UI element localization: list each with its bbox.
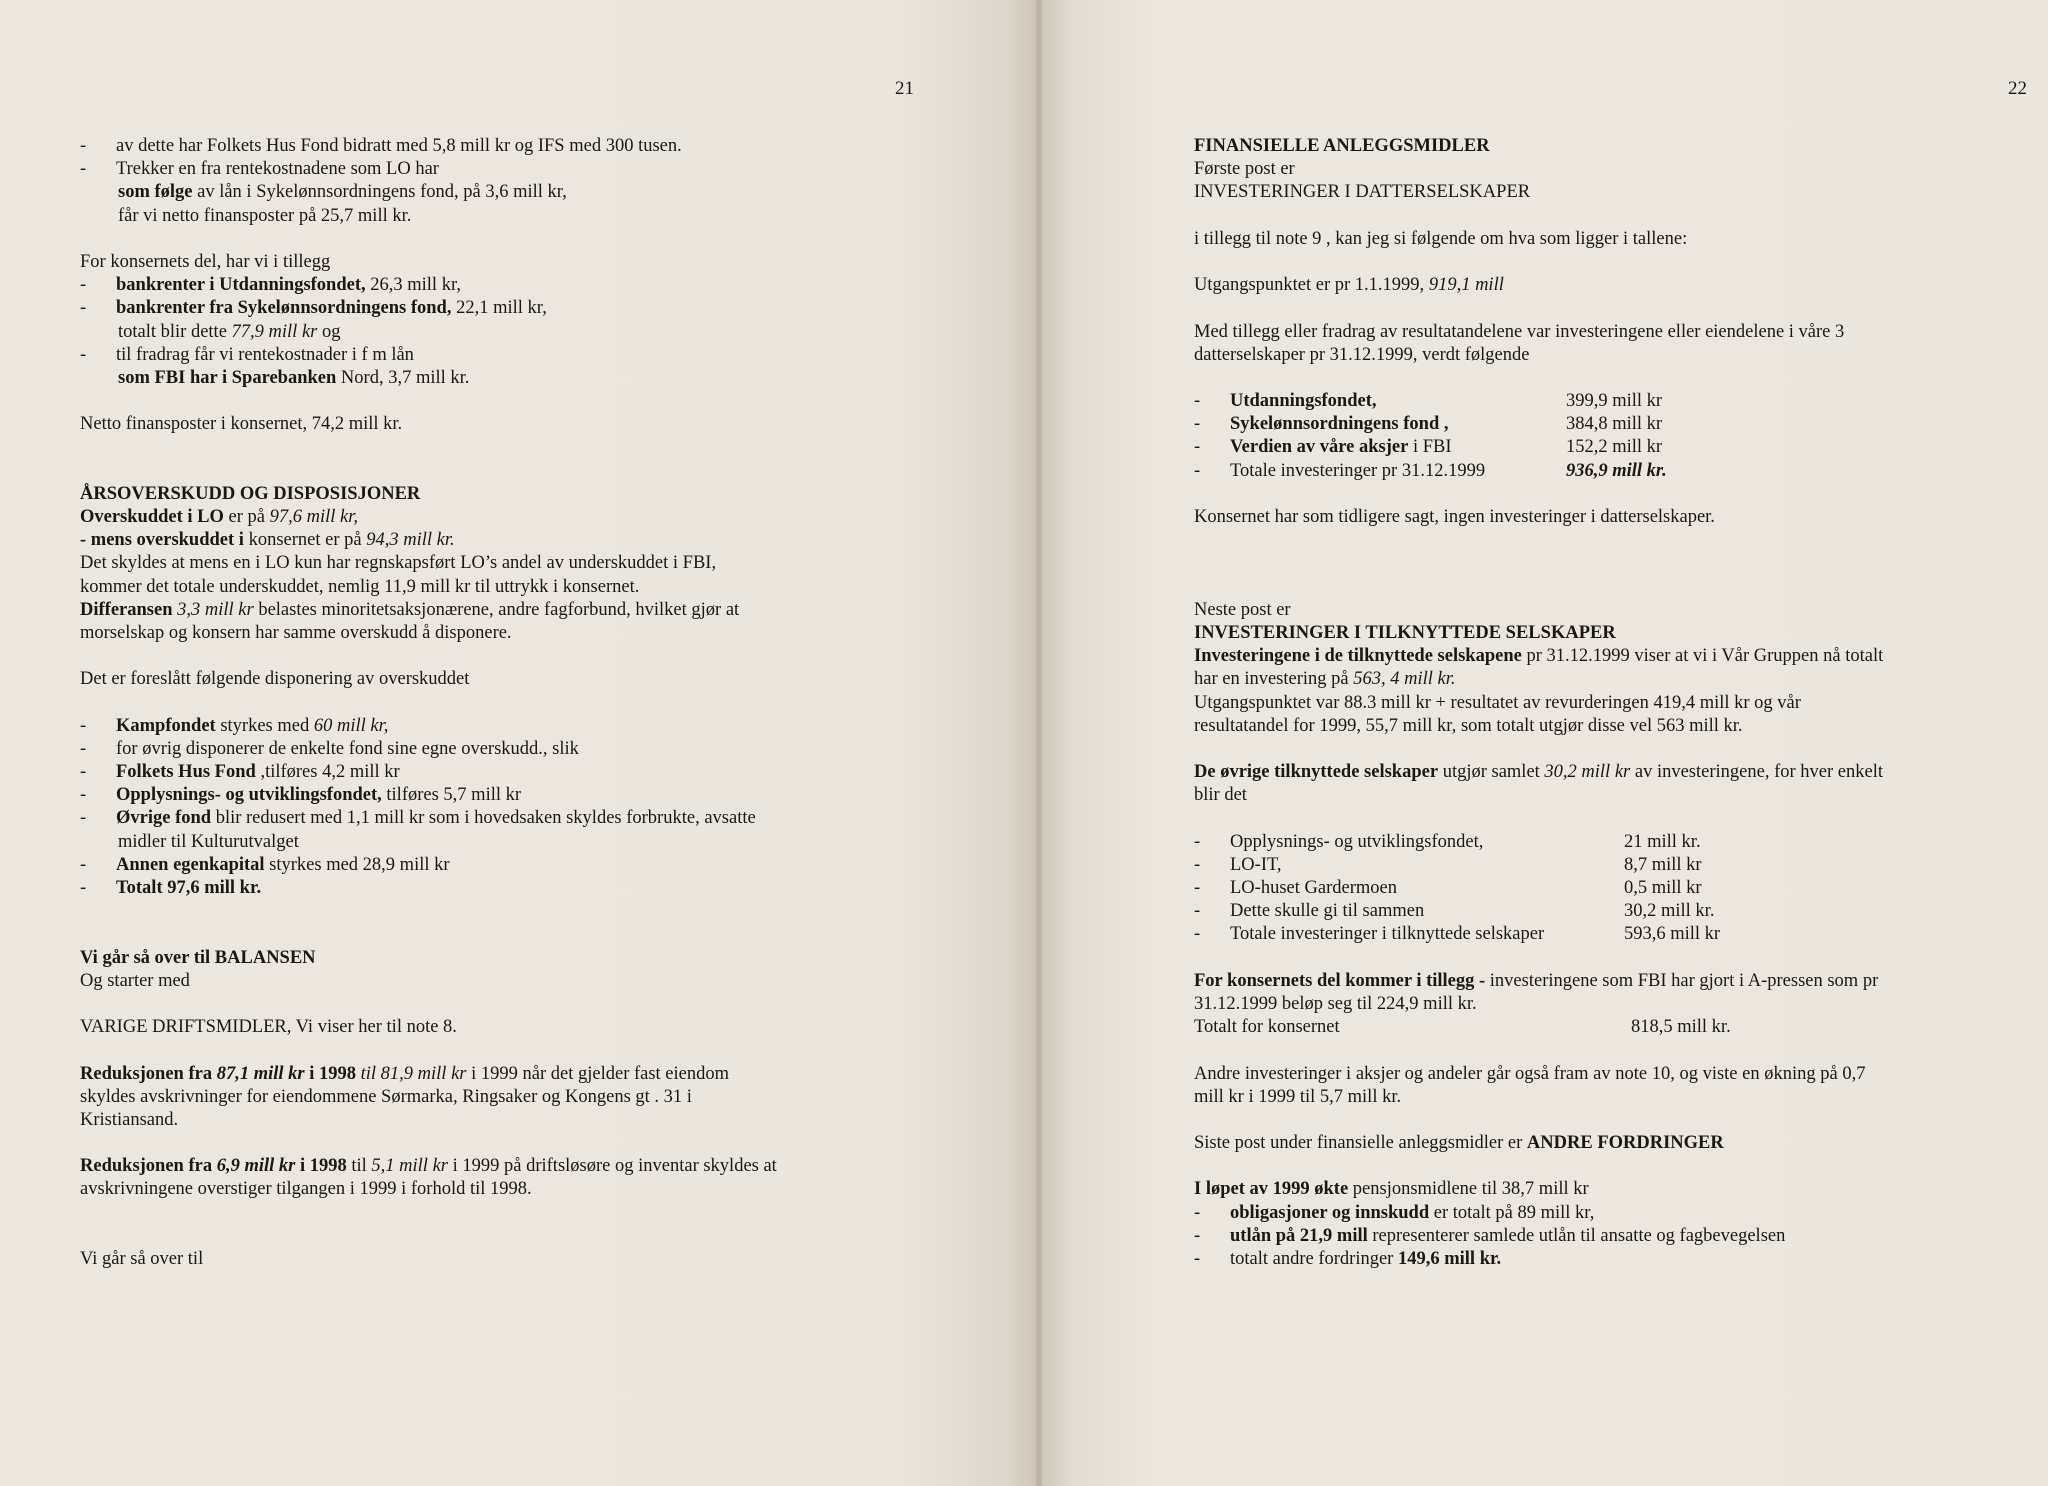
- table-row: - Verdien av våre aksjer i FBI 152,2 mill kr: [1194, 437, 1663, 458]
- text-line: Reduksjonen fra 6,9 mill kr i 1998 til 5,1 mill kr i 1999 på driftsløsøre og inventar skyldes at: [80, 1156, 777, 1177]
- text-line: i tillegg til note 9 , kan jeg si følgende om hva som ligger i tallene:: [1194, 228, 1688, 249]
- table-row: - Dette skulle gi til sammen 30,2 mill kr.: [1194, 901, 1715, 922]
- page-number: 21: [895, 78, 914, 99]
- text-line: Vi går så over til BALANSEN: [80, 947, 316, 968]
- list-item: - Kampfondet styrkes med 60 mill kr,: [80, 715, 389, 736]
- text-line: Med tillegg eller fradrag av resultatandelene var investeringene eller eiendelene i våre 3: [1194, 321, 1845, 342]
- section-heading: FINANSIELLE ANLEGGSMIDLER: [1194, 136, 1490, 156]
- text-line: Siste post under finansielle anleggsmidler er ANDRE FORDRINGER: [1194, 1133, 1724, 1154]
- text-line: resultatandel for 1999, 55,7 mill kr, som totalt utgjør disse vel 563 mill kr.: [1194, 715, 1743, 736]
- text-line: - mens overskuddet i konsernet er på 94,3 mill kr.: [80, 530, 455, 551]
- list-item: - Annen egenkapital styrkes med 28,9 mill kr: [80, 854, 450, 875]
- text-line: datterselskaper pr 31.12.1999, verdt følgende: [1194, 344, 1530, 365]
- section-heading: ÅRSOVERSKUDD OG DISPOSISJONER: [80, 483, 421, 504]
- text-line: Netto finansposter i konsernet, 74,2 mill kr.: [80, 414, 403, 435]
- text-line: Det skyldes at mens en i LO kun har regnskapsført LO’s andel av underskuddet i FBI,: [80, 553, 717, 574]
- list-item: - Øvrige fond blir redusert med 1,1 mill kr som i hovedsaken skyldes forbrukte, avsatte: [80, 808, 756, 829]
- text-line: - bankrenter fra Sykelønnsordningens fond, 22,1 mill kr,: [80, 298, 547, 319]
- right-page: [1042, 0, 2048, 1486]
- table-row: - LO-huset Gardermoen 0,5 mill kr: [1194, 878, 1702, 899]
- text-line: INVESTERINGER I DATTERSELSKAPER: [1194, 182, 1531, 203]
- list-item: - totalt andre fordringer 149,6 mill kr.: [1194, 1249, 1502, 1270]
- text-line: Neste post er: [1194, 599, 1291, 620]
- text-line: Reduksjonen fra 87,1 mill kr i 1998 til 81,9 mill kr i 1999 når det gjelder fast eiendom: [80, 1063, 730, 1084]
- list-item: - Totalt 97,6 mill kr.: [80, 878, 262, 899]
- text-line: morselskap og konsern har samme overskudd å disponere.: [80, 622, 512, 643]
- text-line: Det er foreslått følgende disponering av overskuddet: [80, 669, 470, 690]
- list-item: - Folkets Hus Fond ,tilføres 4,2 mill kr: [80, 762, 400, 783]
- text-line: har en investering på 563, 4 mill kr.: [1194, 669, 1456, 690]
- text-line: Andre investeringer i aksjer og andeler går også fram av note 10, og viste en økning på 0,7: [1194, 1063, 1866, 1084]
- text-line: avskrivningene overstiger tilgangen i 1999 i forhold til 1998.: [80, 1179, 532, 1200]
- text-line: kommer det totale underskuddet, nemlig 11,9 mill kr til uttrykk i konsernet.: [80, 576, 640, 597]
- right-text-column: [1194, 135, 2034, 1271]
- text-line: I løpet av 1999 økte pensjonsmidlene til 38,7 mill kr: [1194, 1179, 1589, 1200]
- table-row: - Totale investeringer pr 31.12.1999 936,9 mill kr.: [1194, 460, 1667, 481]
- table-row: Totalt for konsernet 818,5 mill kr.: [1194, 1017, 1731, 1038]
- text-line: Og starter med: [80, 970, 190, 991]
- left-text-column: [80, 135, 960, 1271]
- text-line: For konsernets del kommer i tillegg - investeringene som FBI har gjort i A-pressen som pr: [1194, 970, 1879, 991]
- text-line: Utgangspunktet var 88.3 mill kr + resultatet av revurderingen 419,4 mill kr og vår: [1194, 692, 1801, 713]
- text-line: midler til Kulturutvalget: [118, 831, 299, 852]
- text-line: Konsernet har som tidligere sagt, ingen investeringer i datterselskaper.: [1194, 507, 1715, 527]
- text-line: som FBI har i Sparebanken Nord, 3,7 mill kr.: [118, 367, 470, 388]
- text-line: VARIGE DRIFTSMIDLER, Vi viser her til note 8.: [80, 1017, 457, 1038]
- table-row: - LO-IT, 8,7 mill kr: [1194, 854, 1702, 875]
- text-line: Investeringene i de tilknyttede selskapene pr 31.12.1999 viser at vi i Vår Gruppen nå totalt: [1194, 646, 1884, 667]
- text-line: Differansen 3,3 mill kr belastes minoritetsaksjonærene, andre fagforbund, hvilket gjør at: [80, 599, 740, 620]
- text-line: totalt blir dette 77,9 mill kr og: [118, 321, 341, 342]
- text-line: blir det: [1194, 785, 1247, 806]
- text-line: får vi netto finansposter på 25,7 mill kr.: [118, 205, 412, 226]
- table-row: - Totale investeringer i tilknyttede selskaper 593,6 mill kr: [1194, 924, 1721, 945]
- text-line: For konsernets del, har vi i tillegg: [80, 251, 331, 272]
- page-number: 22: [2008, 78, 2027, 99]
- list-item: - obligasjoner og innskudd er totalt på 89 mill kr,: [1194, 1202, 1595, 1223]
- text-line: skyldes avskrivninger for eiendommene Sørmarka, Ringsaker og Kongens gt . 31 i: [80, 1086, 692, 1107]
- text-line: - til fradrag får vi rentekostnader i f m lån: [80, 344, 414, 365]
- text-line: Utgangspunktet er pr 1.1.1999, 919,1 mill: [1194, 275, 1504, 296]
- text-line: - Trekker en fra rentekostnadene som LO har: [80, 159, 439, 180]
- table-row: - Opplysnings- og utviklingsfondet, 21 mill kr.: [1194, 831, 1701, 852]
- text-line: - av dette har Folkets Hus Fond bidratt med 5,8 mill kr og IFS med 300 tusen.: [80, 136, 682, 156]
- table-row: - Sykelønnsordningens fond , 384,8 mill kr: [1194, 414, 1663, 435]
- list-item: - for øvrig disponerer de enkelte fond sine egne overskudd., slik: [80, 738, 579, 759]
- list-item: - utlån på 21,9 mill representerer samlede utlån til ansatte og fagbevegelsen: [1194, 1225, 1786, 1246]
- text-line: 31.12.1999 beløp seg til 224,9 mill kr.: [1194, 993, 1477, 1014]
- text-line: Kristiansand.: [80, 1109, 179, 1130]
- text-line: som følge av lån i Sykelønnsordningens fond, på 3,6 mill kr,: [118, 182, 567, 203]
- list-item: - Opplysnings- og utviklingsfondet, tilføres 5,7 mill kr: [80, 785, 522, 806]
- text-line: De øvrige tilknyttede selskaper utgjør samlet 30,2 mill kr av investeringene, for hver enkelt: [1194, 762, 1883, 783]
- text-line: Vi går så over til: [80, 1249, 204, 1270]
- text-line: - bankrenter i Utdanningsfondet, 26,3 mill kr,: [80, 275, 461, 296]
- table-row: - Utdanningsfondet, 399,9 mill kr: [1194, 391, 1663, 412]
- text-line: Overskuddet i LO er på 97,6 mill kr,: [80, 507, 359, 528]
- text-line: mill kr i 1999 til 5,7 mill kr.: [1194, 1086, 1402, 1107]
- text-line: Første post er: [1194, 159, 1295, 180]
- section-heading: INVESTERINGER I TILKNYTTEDE SELSKAPER: [1194, 622, 1616, 643]
